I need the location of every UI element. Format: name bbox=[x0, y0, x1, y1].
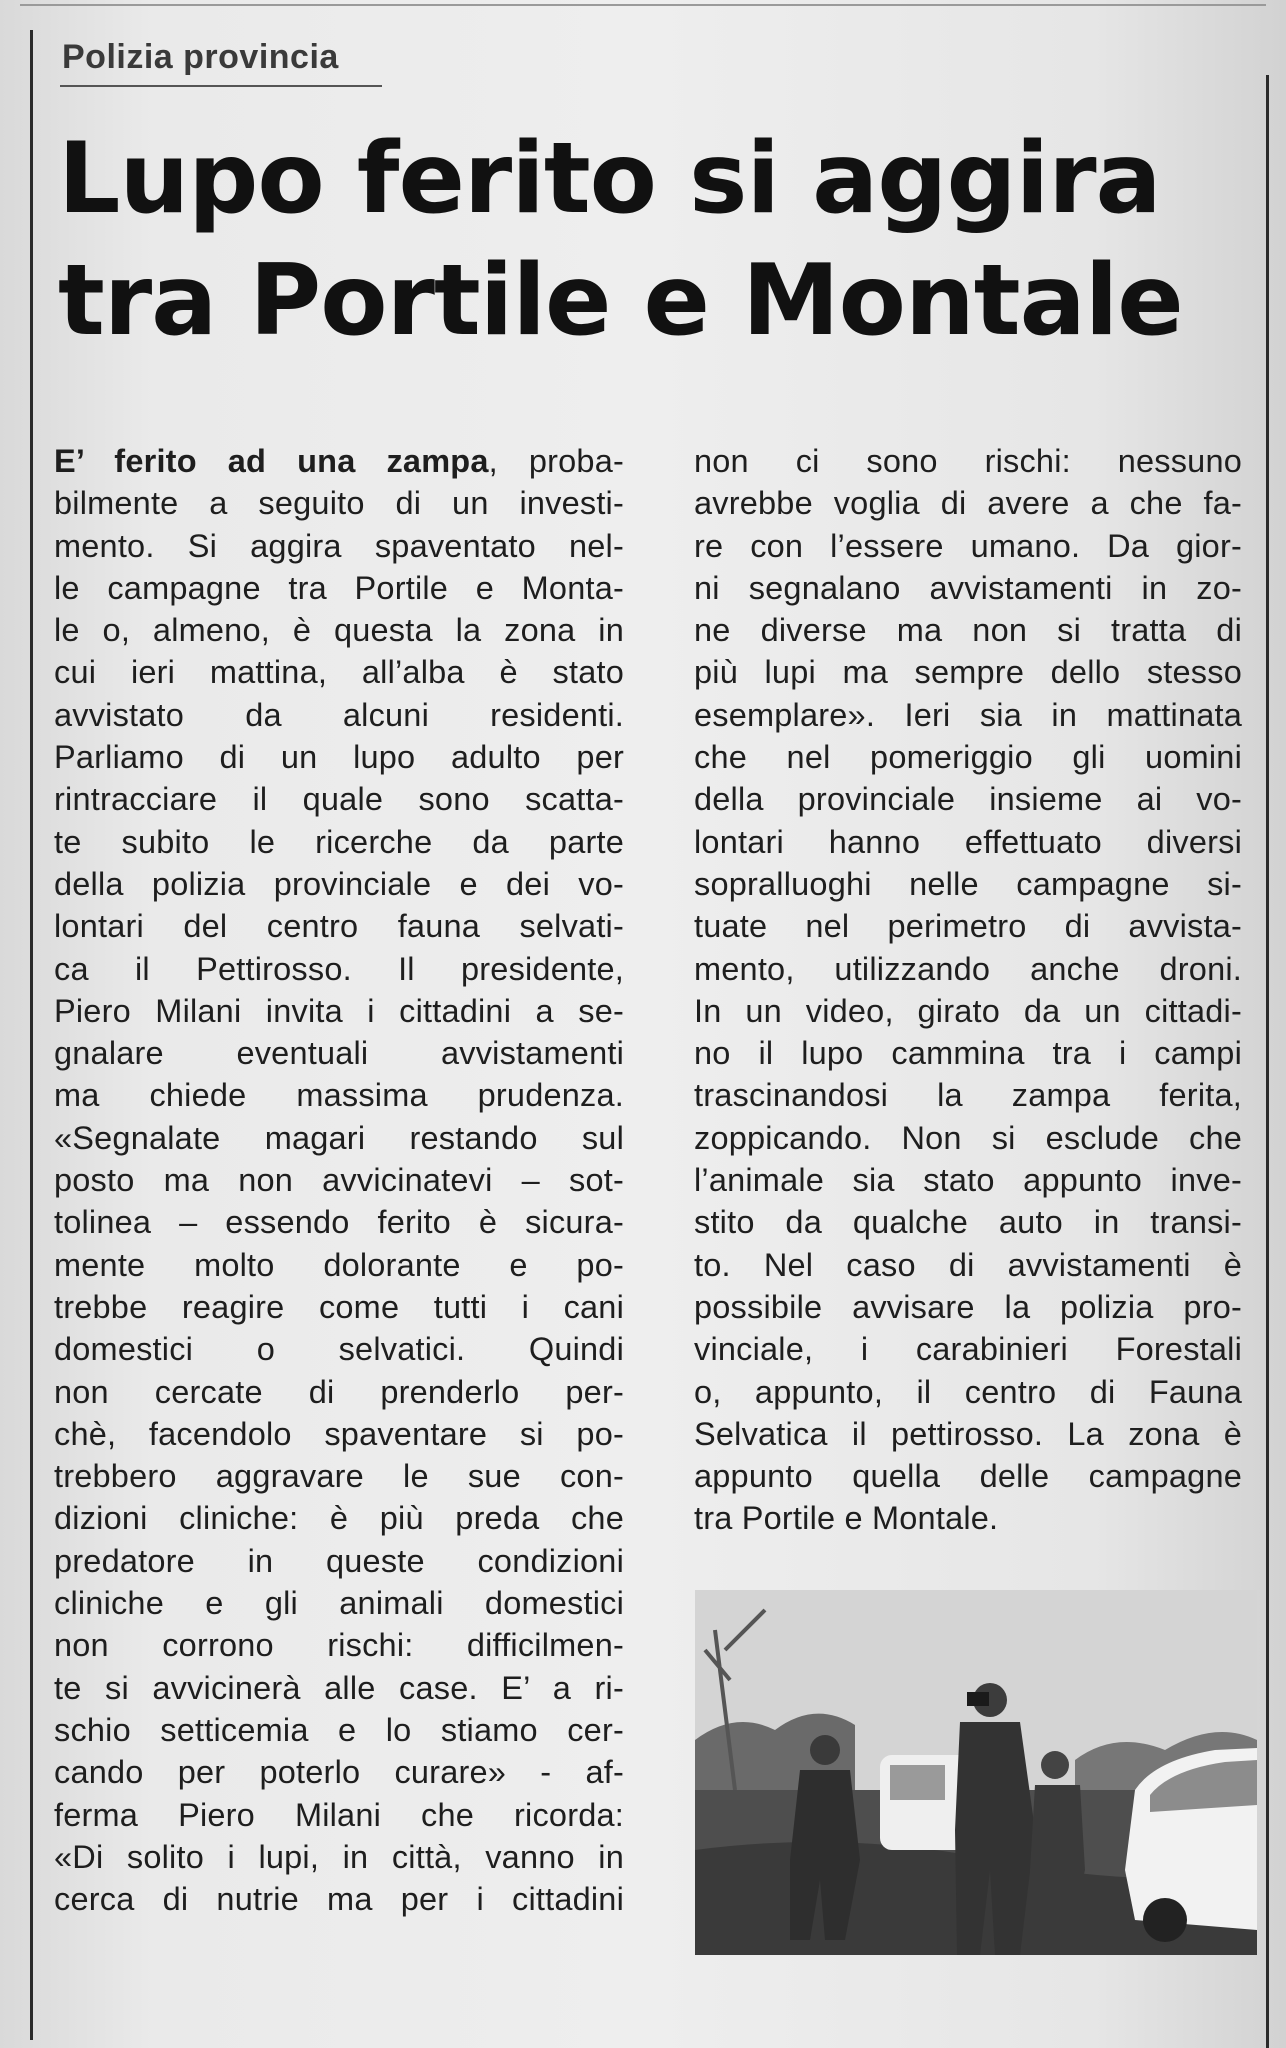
article-line: che nel pomeriggio gli uomini bbox=[694, 739, 1242, 776]
article-line: gnalare eventuali avvistamenti bbox=[54, 1035, 624, 1072]
article-line: to. Nel caso di avvistamenti è bbox=[694, 1246, 1242, 1283]
article-line: domestici o selvatici. Quindi bbox=[54, 1331, 624, 1368]
article-line: l’animale sia stato appunto inve- bbox=[694, 1162, 1242, 1199]
article-photo bbox=[695, 1590, 1257, 1955]
article-line: predatore in queste condizioni bbox=[54, 1542, 624, 1579]
article-line: cliniche e gli animali domestici bbox=[54, 1585, 624, 1622]
headline-line-1: Lupo ferito si aggira bbox=[58, 122, 1161, 236]
article-line: Parliamo di un lupo adulto per bbox=[54, 739, 624, 776]
article-line: non corrono rischi: difficilmen- bbox=[54, 1627, 624, 1664]
article-line: «Segnalate magari restando sul bbox=[54, 1119, 624, 1156]
article-lead: E’ ferito ad una zampa bbox=[54, 443, 489, 479]
article-line: cui ieri mattina, all’alba è stato bbox=[54, 654, 624, 691]
right-column-rule bbox=[1266, 75, 1269, 2048]
article-line: «Di solito i lupi, in città, vanno in bbox=[54, 1838, 624, 1875]
article-line: esemplare». Ieri sia in mattinata bbox=[694, 696, 1242, 733]
photo-binoculars bbox=[967, 1692, 989, 1706]
article-line: tolinea – essendo ferito è sicura- bbox=[54, 1204, 624, 1241]
article-line: mento, utilizzando anche droni. bbox=[694, 950, 1242, 987]
photo-person-right-head bbox=[1041, 1751, 1069, 1779]
article-line: appunto quella delle campagne bbox=[694, 1458, 1242, 1495]
article-line: te si avvicinerà alle case. E’ a ri- bbox=[54, 1669, 624, 1706]
article-line: te subito le ricerche da parte bbox=[54, 823, 624, 860]
article-line: non cercate di prenderlo per- bbox=[54, 1373, 624, 1410]
article-line: o, appunto, il centro di Fauna bbox=[694, 1373, 1242, 1410]
headline-line-2: tra Portile e Montale bbox=[58, 244, 1183, 358]
article-line: vinciale, i carabinieri Forestali bbox=[694, 1331, 1242, 1368]
article-line: lontari del centro fauna selvati- bbox=[54, 908, 624, 945]
photo-person-left bbox=[790, 1770, 860, 1940]
article-left-column bbox=[54, 440, 624, 1920]
article-line: più lupi ma sempre dello stesso bbox=[694, 654, 1242, 691]
article-line: della provinciale insieme ai vo- bbox=[694, 781, 1242, 818]
article-line: In un video, girato da un cittadi- bbox=[694, 992, 1242, 1029]
photo-wheel bbox=[1143, 1898, 1187, 1942]
article-line: Piero Milani invita i cittadini a se- bbox=[54, 992, 624, 1029]
article-line: ni segnalano avvistamenti in zo- bbox=[694, 569, 1242, 606]
article-line: non ci sono rischi: nessuno bbox=[694, 443, 1242, 479]
article-line: rintracciare il quale sono scatta- bbox=[54, 781, 624, 818]
photo-vehicle-window bbox=[890, 1765, 945, 1800]
photo-person-center bbox=[955, 1722, 1035, 1955]
photo-person-left-head bbox=[810, 1735, 840, 1765]
article-line: le campagne tra Portile e Monta- bbox=[54, 569, 624, 606]
article-line: ne diverse ma non si tratta di bbox=[694, 612, 1242, 649]
article-line: ca il Pettirosso. Il presidente, bbox=[54, 950, 624, 987]
article-line: ma chiede massima prudenza. bbox=[54, 1077, 624, 1114]
article-line: possibile avvisare la polizia pro- bbox=[694, 1288, 1242, 1325]
article-line-last: tra Portile e Montale. bbox=[694, 1500, 999, 1537]
article-line: mento. Si aggira spaventato nel- bbox=[54, 527, 624, 564]
article-line: schio setticemia e lo stiamo cer- bbox=[54, 1711, 624, 1748]
article-line: le o, almeno, è questa la zona in bbox=[54, 612, 624, 649]
article-line: ferma Piero Milani che ricorda: bbox=[54, 1796, 624, 1833]
article-photo-illustration bbox=[695, 1590, 1257, 1955]
article-right-column bbox=[694, 440, 1242, 1540]
article-line: re con l’essere umano. Da gior- bbox=[694, 527, 1242, 564]
article-line: trebbero aggravare le sue con- bbox=[54, 1458, 624, 1495]
article-line: sopralluoghi nelle campagne si- bbox=[694, 865, 1242, 902]
headline bbox=[58, 118, 1258, 362]
section-underline bbox=[60, 85, 382, 87]
top-rule bbox=[20, 4, 1266, 6]
article-line bbox=[54, 440, 624, 482]
article-line: lontari hanno effettuato diversi bbox=[694, 823, 1242, 860]
article-line: chè, facendolo spaventare si po- bbox=[54, 1415, 624, 1452]
article-line: no il lupo cammina tra i campi bbox=[694, 1035, 1242, 1072]
article-line: trascinandosi la zampa ferita, bbox=[694, 1077, 1242, 1114]
article-line: tuate nel perimetro di avvista- bbox=[694, 908, 1242, 945]
article-line: cerca di nutrie ma per i cittadini bbox=[54, 1881, 624, 1918]
article-line: avrebbe voglia di avere a che fa- bbox=[694, 485, 1242, 522]
article-line: Selvatica il pettirosso. La zona è bbox=[694, 1415, 1242, 1452]
article-line: stito da qualche auto in transi- bbox=[694, 1204, 1242, 1241]
article-line: dizioni cliniche: è più preda che bbox=[54, 1500, 624, 1537]
article-line: bilmente a seguito di un investi- bbox=[54, 485, 624, 522]
article-line: avvistato da alcuni residenti. bbox=[54, 696, 624, 733]
article-line: posto ma non avvicinatevi – sot- bbox=[54, 1162, 624, 1199]
article-line: zoppicando. Non si esclude che bbox=[694, 1119, 1242, 1156]
article-line-text: , proba- bbox=[488, 443, 624, 479]
article-line: trebbe reagire come tutti i cani bbox=[54, 1288, 624, 1325]
article-line: della polizia provinciale e dei vo- bbox=[54, 865, 624, 902]
article-line: mente molto dolorante e po- bbox=[54, 1246, 624, 1283]
left-column-rule bbox=[30, 30, 33, 2040]
section-label: Polizia provincia bbox=[62, 38, 339, 76]
article-line: cando per poterlo curare» - af- bbox=[54, 1754, 624, 1791]
